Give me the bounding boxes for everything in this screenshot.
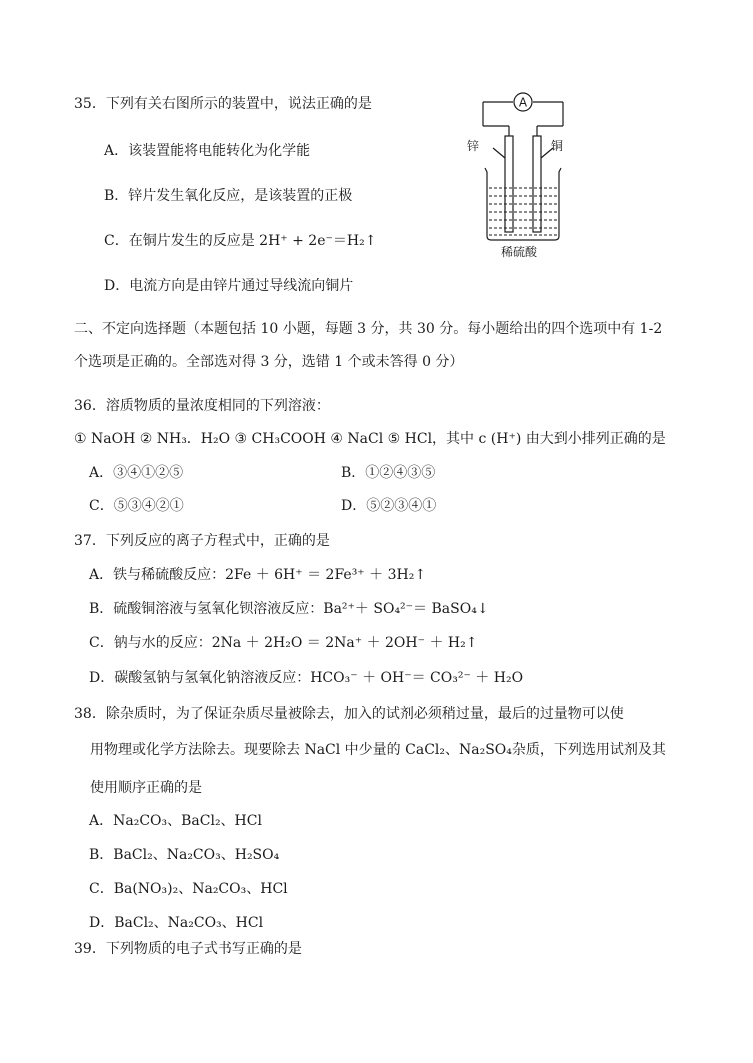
q37-option-d: D．碳酸氢钠与氢氧化钠溶液反应：HCO₃⁻ ＋ OH⁻＝ CO₃²⁻ ＋ H₂O (89, 670, 524, 686)
section-2-header-line1: 二、不定向选择题（本题包括 10 小题，每题 3 分，共 30 分。每小题给出的四个选项中有 1-2 (74, 321, 663, 337)
q36-option-d: D．⑤②③④① (341, 498, 437, 514)
q37-option-b: B．硫酸铜溶液与氢氧化钡溶液反应：Ba²⁺＋ SO₄²⁻＝ BaSO₄↓ (89, 601, 489, 617)
q38-option-b: B．BaCl₂、Na₂CO₃、H₂SO₄ (89, 847, 280, 863)
question-36-stem: 36．溶质物质的量浓度相同的下列溶液： (74, 398, 330, 414)
question-38-stem-line2: 用物理或化学方法除去。现要除去 NaCl 中少量的 CaCl₂、Na₂SO₄杂质，下列选用试剂及其 (90, 742, 666, 758)
q38-option-a: A．Na₂CO₃、BaCl₂、HCl (89, 813, 262, 829)
q35-option-a: A．该装置能将电能转化为化学能 (104, 143, 311, 159)
q36-option-b: B．①②④③⑤ (341, 465, 436, 481)
question-36-solutions: ① NaOH ② NH₃．H₂O ③ CH₃COOH ④ NaCl ⑤ HCl，其中 c (H⁺) 由大到小排列正确的是 (74, 431, 666, 447)
q36-option-a: A．③④①②⑤ (89, 465, 184, 481)
q36-option-c: C．⑤③④②① (89, 498, 184, 514)
question-38-stem-line1: 38．除杂质时，为了保证杂质尽量被除去，加入的试剂必须稍过量，最后的过量物可以使 (74, 706, 624, 722)
q37-option-a: A．铁与稀硫酸反应：2Fe ＋ 6H⁺ ＝ 2Fe³⁺ ＋ 3H₂↑ (89, 567, 427, 583)
copper-label: 铜 (551, 139, 564, 153)
question-35-stem: 35．下列有关右图所示的装置中，说法正确的是 (74, 96, 372, 112)
galvanic-cell-diagram (465, 88, 595, 263)
question-38-stem-line3: 使用顺序正确的是 (90, 780, 202, 796)
q38-option-c: C．Ba(NO₃)₂、Na₂CO₃、HCl (89, 881, 288, 897)
q37-option-c: C．钠与水的反应：2Na ＋ 2H₂O ＝ 2Na⁺ ＋ 2OH⁻ ＋ H₂↑ (89, 635, 478, 651)
q35-option-b: B．锌片发生氧化反应，是该装置的正极 (104, 188, 353, 204)
question-37-stem: 37．下列反应的离子方程式中，正确的是 (74, 533, 330, 549)
question-39-stem: 39．下列物质的电子式书写正确的是 (74, 941, 302, 957)
zinc-label: 锌 (467, 139, 480, 153)
q35-option-c: C．在铜片发生的反应是 2H⁺ + 2e⁻＝H₂↑ (104, 233, 377, 249)
q35-option-d: D．电流方向是由锌片通过导线流向铜片 (104, 278, 354, 294)
section-2-header-line2: 个选项是正确的。全部选对得 3 分，选错 1 个或未答得 0 分） (74, 354, 464, 370)
ammeter-label: A (518, 95, 528, 110)
q38-option-d: D．BaCl₂、Na₂CO₃、HCl (89, 915, 264, 931)
acid-label: 稀硫酸 (501, 245, 538, 259)
